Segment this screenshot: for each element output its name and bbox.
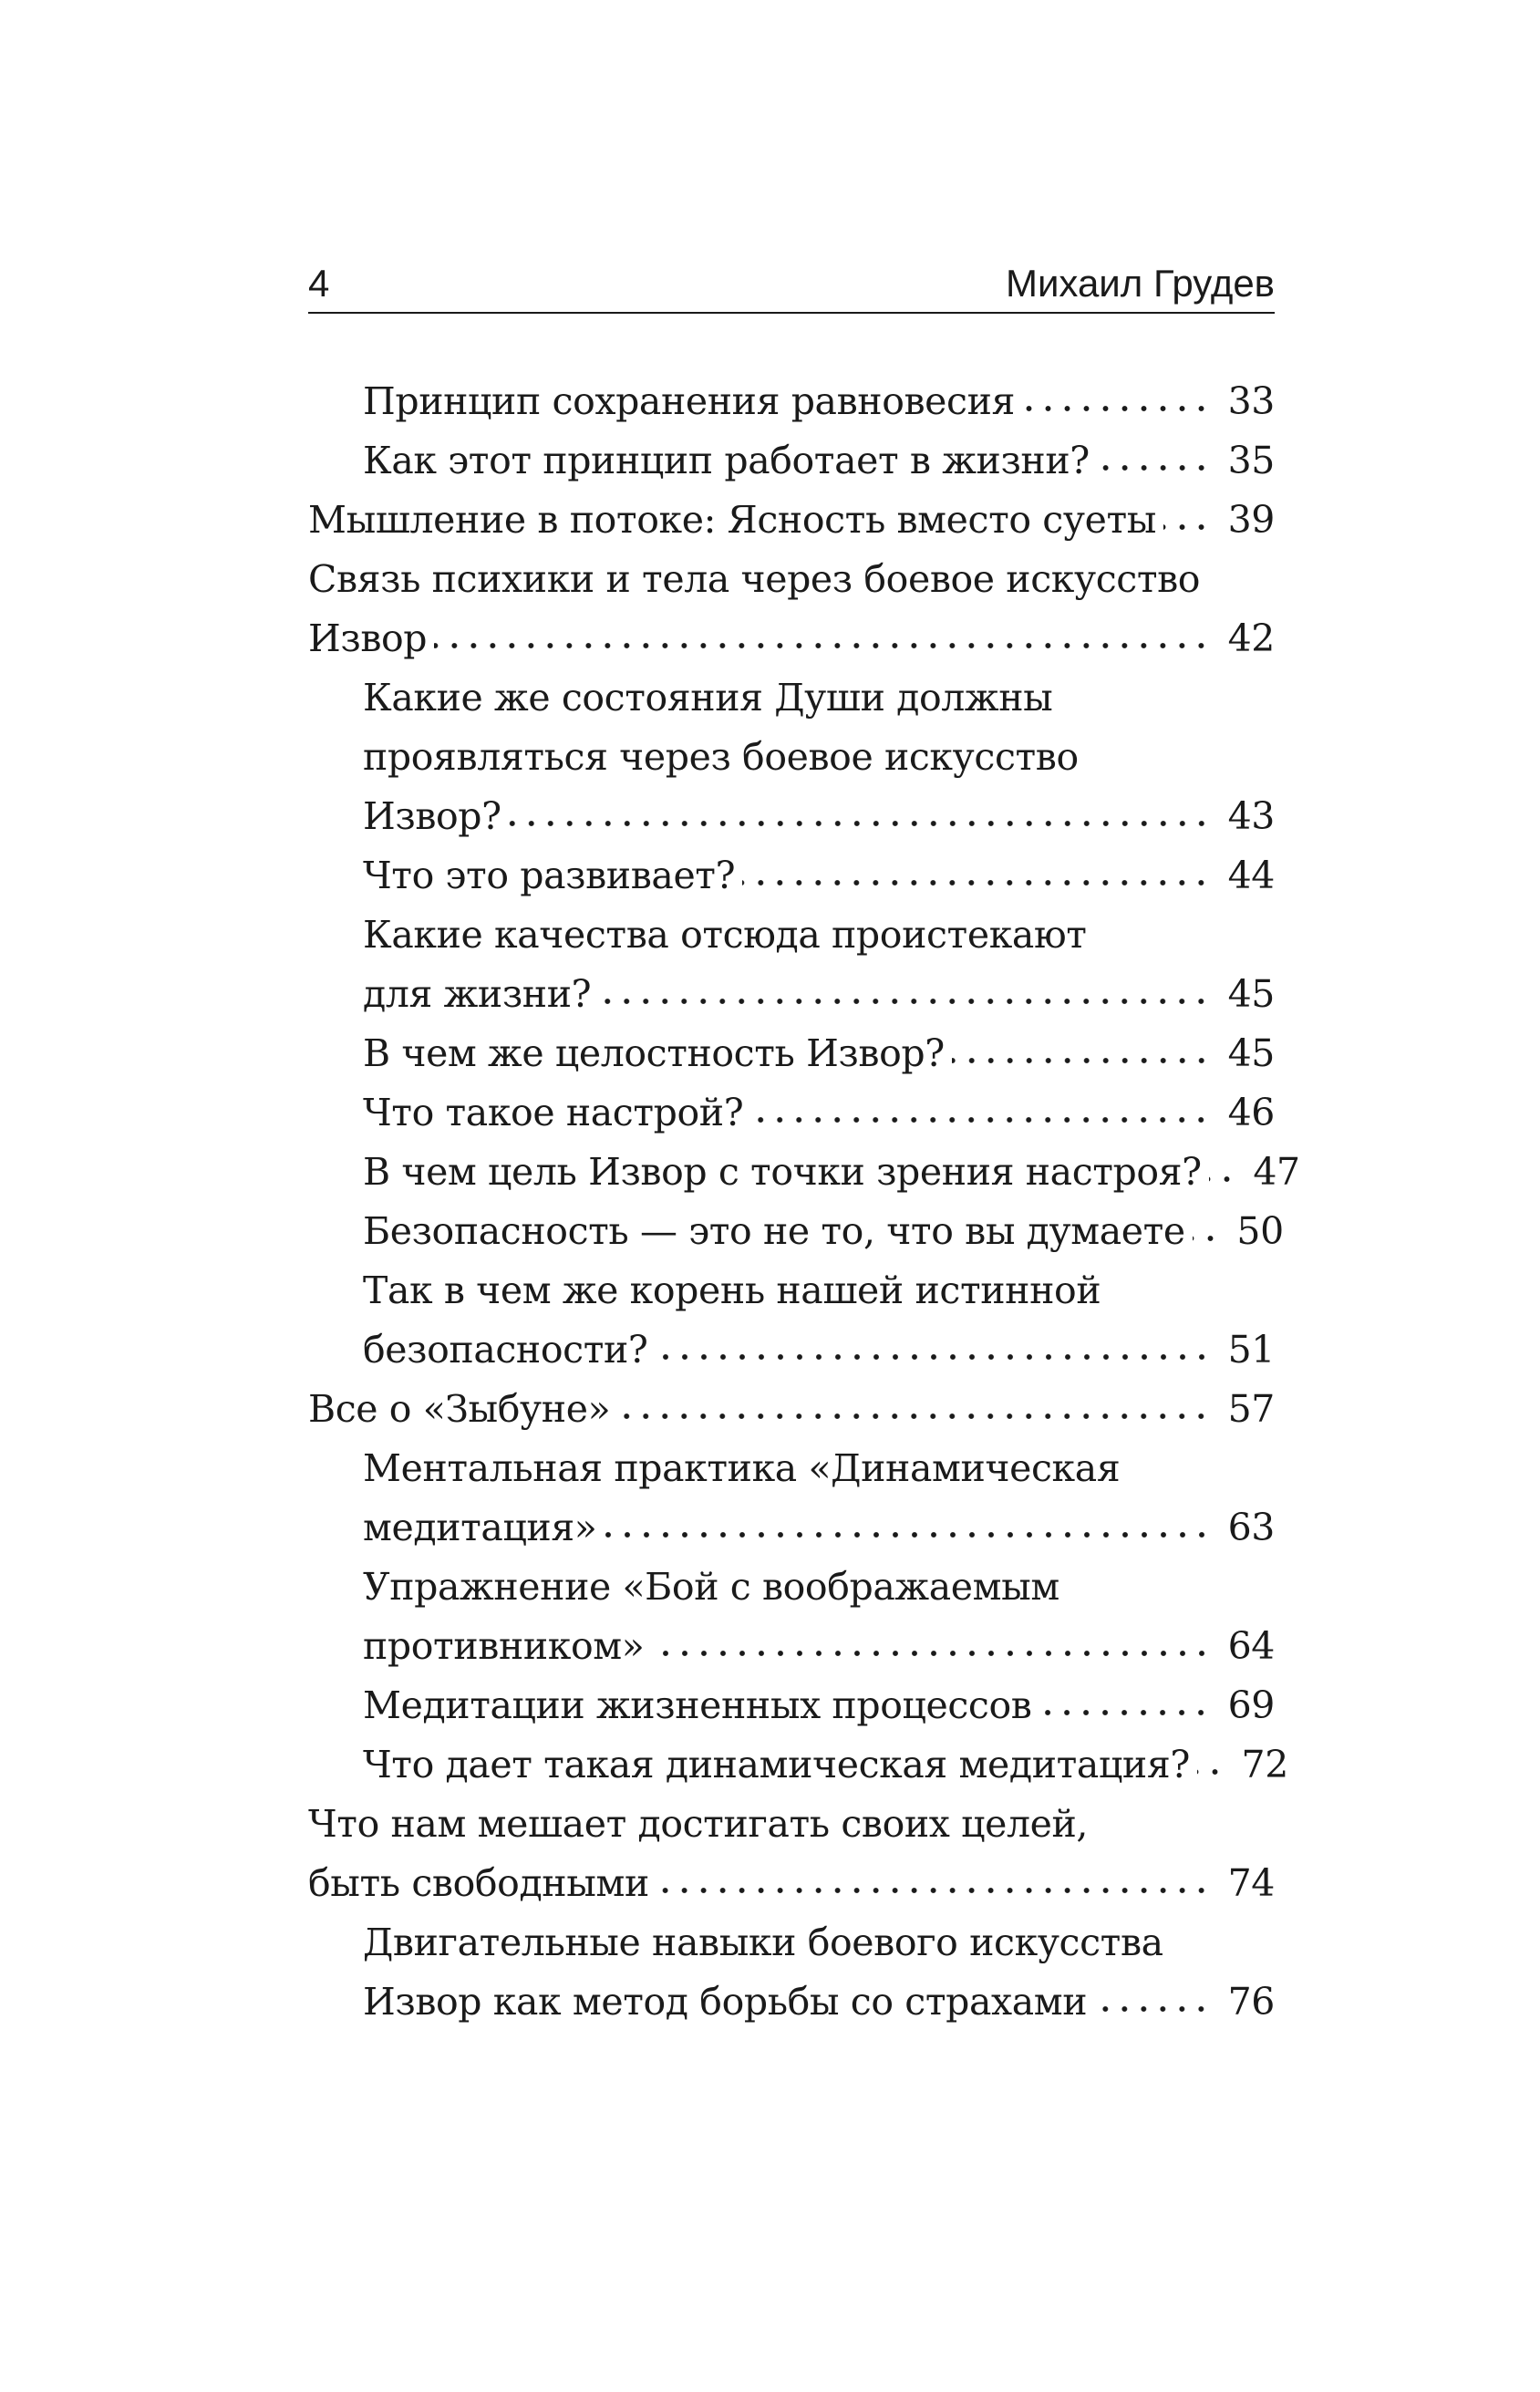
running-head-author: Михаил Грудев bbox=[1005, 262, 1275, 305]
toc-line bbox=[308, 1854, 1275, 1913]
toc-line bbox=[308, 1913, 1275, 1973]
toc-entry bbox=[308, 906, 1275, 1024]
toc-entry bbox=[308, 668, 1275, 846]
toc-entry bbox=[308, 1735, 1288, 1795]
dot-leader bbox=[652, 1648, 1212, 1659]
toc-line bbox=[308, 491, 1275, 550]
toc-page-number: 72 bbox=[1241, 1743, 1288, 1786]
toc-entry-title: быть свободными bbox=[308, 1861, 649, 1905]
toc-line bbox=[308, 787, 1275, 846]
toc-line bbox=[308, 431, 1275, 491]
toc-page-number: 76 bbox=[1227, 1980, 1275, 2024]
dot-leader bbox=[434, 640, 1211, 651]
dot-leader bbox=[1039, 1707, 1211, 1718]
toc-line bbox=[308, 1202, 1284, 1261]
toc-line bbox=[308, 846, 1275, 906]
toc-line bbox=[308, 1498, 1275, 1558]
toc-entry-title: Извор? bbox=[363, 794, 501, 838]
toc-page-number: 44 bbox=[1227, 854, 1275, 897]
toc-entry-title: Безопасность — это не то, что вы думаете bbox=[363, 1209, 1185, 1253]
toc-entry bbox=[308, 1439, 1275, 1558]
toc-entry bbox=[308, 1676, 1275, 1735]
toc-page-number: 45 bbox=[1227, 1031, 1275, 1075]
toc-page-number: 47 bbox=[1253, 1150, 1300, 1194]
toc-entry-title: Двигательные навыки боевого искусства bbox=[363, 1921, 1163, 1964]
toc-page-number: 45 bbox=[1227, 972, 1275, 1016]
toc-entry bbox=[308, 372, 1275, 431]
dot-leader bbox=[1094, 2004, 1211, 2014]
toc-page-number: 69 bbox=[1227, 1683, 1275, 1727]
toc-entry-title: Что это развивает? bbox=[363, 854, 736, 897]
toc-page-number: 46 bbox=[1227, 1091, 1275, 1134]
toc-entry-title: медитация» bbox=[363, 1506, 597, 1549]
toc-entry-title: Все о «Зыбуне» bbox=[308, 1387, 611, 1431]
toc-entry bbox=[308, 1913, 1275, 2032]
toc-line bbox=[308, 609, 1275, 668]
toc-entry-title: Какие качества отсюда проистекают bbox=[363, 913, 1087, 957]
toc-entry bbox=[308, 431, 1275, 491]
toc-entry-title: безопасности? bbox=[363, 1328, 648, 1372]
toc-entry-title: Принцип сохранения равновесия bbox=[363, 379, 1015, 423]
table-of-contents bbox=[308, 372, 1300, 2032]
toc-page-number: 39 bbox=[1227, 498, 1275, 542]
toc-line bbox=[308, 1024, 1275, 1083]
toc-entry-title: Какие же состояния Души должны bbox=[363, 676, 1053, 720]
toc-page-number: 74 bbox=[1227, 1861, 1275, 1905]
toc-entry-title: для жизни? bbox=[363, 972, 592, 1016]
toc-entry bbox=[308, 1380, 1275, 1439]
dot-leader bbox=[1197, 1766, 1225, 1777]
toc-entry-title: противником» bbox=[363, 1624, 645, 1668]
dot-leader bbox=[742, 877, 1211, 888]
toc-entry-title: В чем же целостность Извор? bbox=[363, 1031, 945, 1075]
toc-entry bbox=[308, 1143, 1300, 1202]
dot-leader bbox=[605, 1529, 1212, 1540]
toc-entry bbox=[308, 1083, 1275, 1143]
dot-leader bbox=[598, 996, 1211, 1007]
toc-page-number: 33 bbox=[1227, 379, 1275, 423]
dot-leader bbox=[656, 1351, 1212, 1362]
page-header bbox=[308, 254, 1275, 314]
toc-entry bbox=[308, 1024, 1275, 1083]
page-number: 4 bbox=[308, 262, 330, 305]
dot-leader bbox=[1022, 403, 1211, 414]
toc-line bbox=[308, 1083, 1275, 1143]
toc-page-number: 42 bbox=[1227, 616, 1275, 660]
toc-line bbox=[308, 1558, 1275, 1617]
toc-page-number: 64 bbox=[1227, 1624, 1275, 1668]
toc-entry-title: Извор bbox=[308, 616, 428, 660]
toc-entry-title: Извор как метод борьбы со страхами bbox=[363, 1980, 1088, 2024]
toc-entry-title: проявляться через боевое искусство bbox=[363, 735, 1079, 779]
dot-leader bbox=[617, 1411, 1211, 1422]
dot-leader bbox=[1097, 462, 1211, 473]
toc-entry bbox=[308, 1261, 1275, 1380]
toc-line bbox=[308, 1439, 1275, 1498]
toc-line bbox=[308, 1795, 1275, 1854]
toc-line bbox=[308, 550, 1275, 609]
toc-entry-title: Что дает такая динамическая медитация? bbox=[363, 1743, 1190, 1786]
toc-entry bbox=[308, 846, 1275, 906]
toc-entry bbox=[308, 491, 1275, 550]
toc-entry-title: Что нам мешает достигать своих целей, bbox=[308, 1802, 1089, 1846]
dot-leader bbox=[952, 1055, 1211, 1066]
toc-entry-title: В чем цель Извор с точки зрения настроя? bbox=[363, 1150, 1202, 1194]
toc-line bbox=[308, 906, 1275, 965]
toc-entry-title: Так в чем же корень нашей истинной bbox=[363, 1268, 1101, 1312]
toc-line bbox=[308, 1380, 1275, 1439]
toc-line bbox=[308, 1261, 1275, 1320]
toc-page-number: 35 bbox=[1227, 439, 1275, 482]
toc-line bbox=[308, 1617, 1275, 1676]
toc-page-number: 63 bbox=[1227, 1506, 1275, 1549]
toc-line bbox=[308, 965, 1275, 1024]
toc-page-number: 57 bbox=[1227, 1387, 1275, 1431]
toc-entry bbox=[308, 1558, 1275, 1676]
toc-line bbox=[308, 1320, 1275, 1380]
toc-entry-title: Медитации жизненных процессов bbox=[363, 1683, 1032, 1727]
toc-page-number: 43 bbox=[1227, 794, 1275, 838]
toc-line bbox=[308, 668, 1275, 728]
toc-entry-title: Что такое настрой? bbox=[363, 1091, 744, 1134]
toc-entry-title: Связь психики и тела через боевое искусство bbox=[308, 557, 1201, 601]
dot-leader bbox=[750, 1114, 1211, 1125]
toc-line bbox=[308, 728, 1275, 787]
toc-line bbox=[308, 372, 1275, 431]
toc-entry bbox=[308, 1202, 1284, 1261]
toc-entry-title: Как этот принцип работает в жизни? bbox=[363, 439, 1090, 482]
dot-leader bbox=[1209, 1174, 1236, 1185]
toc-entry-title: Мышление в потоке: Ясность вместо суеты bbox=[308, 498, 1156, 542]
toc-line bbox=[308, 1973, 1275, 2032]
toc-line bbox=[308, 1143, 1300, 1202]
toc-page-number: 51 bbox=[1227, 1328, 1275, 1372]
toc-line bbox=[308, 1676, 1275, 1735]
toc-entry bbox=[308, 1795, 1275, 1913]
dot-leader bbox=[656, 1885, 1211, 1896]
toc-entry-title: Ментальная практика «Динамическая bbox=[363, 1446, 1121, 1490]
toc-entry bbox=[308, 550, 1275, 668]
dot-leader bbox=[1163, 522, 1211, 533]
toc-entry-title: Упражнение «Бой с воображаемым bbox=[363, 1565, 1059, 1609]
toc-line bbox=[308, 1735, 1288, 1795]
toc-page-number: 50 bbox=[1236, 1209, 1284, 1253]
dot-leader bbox=[509, 818, 1211, 829]
dot-leader bbox=[1193, 1233, 1220, 1244]
